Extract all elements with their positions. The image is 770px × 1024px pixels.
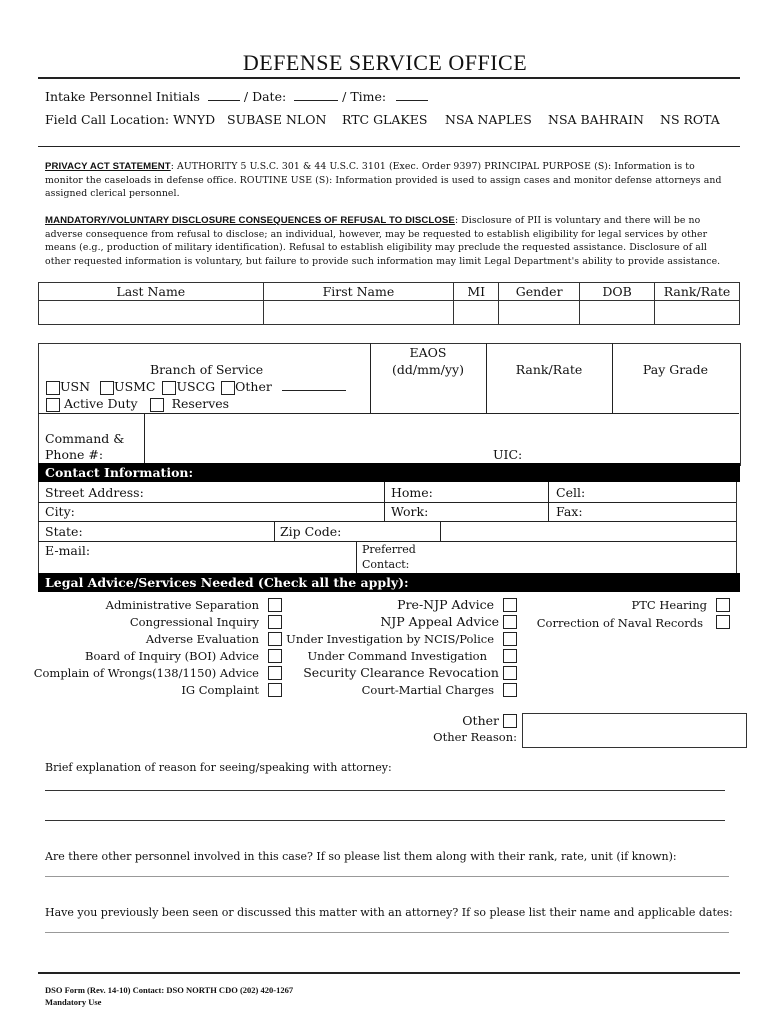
other-service-checkbox[interactable]	[503, 714, 517, 728]
street-label: Street Address:	[45, 485, 144, 500]
preferred-contact-label-2: Contact:	[362, 558, 410, 571]
location-naples: NSA NAPLES	[445, 112, 532, 127]
zip-label: Zip Code:	[280, 524, 342, 539]
ig-complaint-checkbox[interactable]	[268, 683, 282, 697]
active-duty-checkbox[interactable]	[46, 398, 60, 412]
other-reason-label: Other Reason:	[433, 730, 517, 744]
dob-header: DOB	[580, 283, 655, 301]
ncis-checkbox[interactable]	[503, 632, 517, 646]
other-branch-checkbox[interactable]	[221, 381, 235, 395]
usmc-checkbox[interactable]	[100, 381, 114, 395]
other-branch-field[interactable]	[282, 380, 346, 391]
personnel-question: Are there other personnel involved in this case? If so please list them along with their rank, rate, unit (if known):	[45, 850, 677, 863]
branch-options	[46, 379, 346, 395]
time-label: / Time:	[342, 89, 387, 104]
congressional-checkbox[interactable]	[268, 615, 282, 629]
naval-records-checkbox[interactable]	[716, 615, 730, 629]
cell-label: Cell:	[556, 485, 586, 500]
active-duty-label: Active Duty	[63, 396, 138, 411]
title-rule	[38, 77, 740, 79]
service-command-investigation: Under Command Investigation	[307, 649, 487, 663]
privacy-heading: PRIVACY ACT STATEMENT	[45, 161, 171, 172]
court-martial-checkbox[interactable]	[503, 683, 517, 697]
divider	[548, 482, 549, 522]
page-title: DEFENSE SERVICE OFFICE	[242, 50, 528, 75]
pay-grade-label: Pay Grade	[642, 362, 709, 377]
service-ig-complaint: IG Complaint	[181, 683, 259, 697]
mi-header: MI	[454, 283, 499, 301]
fax-label: Fax:	[556, 504, 583, 519]
uic-label: UIC:	[493, 447, 523, 462]
service-complaint-wrongs: Complain of Wrongs(138/1150) Advice	[33, 666, 259, 680]
work-label: Work:	[391, 504, 429, 519]
service-naval-records: Correction of Naval Records	[536, 616, 703, 630]
reason-answer-line-1[interactable]	[45, 790, 725, 791]
contact-heading: Contact Information:	[38, 463, 740, 482]
header-rule	[38, 146, 740, 147]
branch-label: Branch of Service	[150, 362, 264, 377]
reserves-label: Reserves	[171, 396, 230, 411]
service-court-martial: Court-Martial Charges	[361, 683, 494, 697]
state-label: State:	[45, 524, 83, 539]
dob-field[interactable]	[580, 301, 655, 325]
service-pre-njp: Pre-NJP Advice	[397, 597, 494, 612]
divider	[38, 541, 736, 542]
first-name-header: First Name	[263, 283, 454, 301]
divider	[356, 541, 357, 573]
divider	[612, 343, 613, 413]
duty-options	[46, 396, 229, 412]
divider	[440, 521, 441, 542]
command-label: Command &	[45, 431, 125, 446]
footer-form-info: DSO Form (Rev. 14-10) Contact: DSO NORTH CDO (202) 420-1267	[45, 985, 294, 995]
preferred-contact-label: Preferred	[362, 543, 416, 556]
personnel-answer-line[interactable]	[45, 876, 729, 877]
adverse-eval-checkbox[interactable]	[268, 632, 282, 646]
usn-checkbox[interactable]	[46, 381, 60, 395]
divider	[384, 482, 385, 522]
disclosure-text: : Disclosure of PII is voluntary and there will be no adverse consequence from refusal to disclose; an individual, however, may be requested to establish eligibility for legal services by other means (e.g., production of military identification). Refusal to establish eligibility may preclude the requested assistance. Disclosure of all other requested information is voluntary, but failure to provide such information may limit Legal Department's ability to provide assistance.	[45, 215, 721, 267]
service-boi: Board of Inquiry (BOI) Advice	[85, 649, 259, 663]
clearance-checkbox[interactable]	[503, 666, 517, 680]
njp-appeal-checkbox[interactable]	[503, 615, 517, 629]
usn-label: USN	[60, 379, 91, 394]
divider	[274, 521, 275, 542]
service-njp-appeal: NJP Appeal Advice	[380, 614, 499, 629]
last-name-header: Last Name	[39, 283, 264, 301]
eaos-label: EAOS	[409, 345, 447, 360]
home-label: Home:	[391, 485, 433, 500]
uscg-label: USCG	[176, 379, 216, 394]
divider	[38, 502, 736, 503]
pre-njp-checkbox[interactable]	[503, 598, 517, 612]
rank-label: Rank/Rate	[515, 362, 583, 377]
phone-label: Phone #:	[45, 447, 104, 462]
email-label: E-mail:	[45, 543, 91, 558]
service-ptc-hearing: PTC Hearing	[631, 598, 707, 612]
other-reason-field[interactable]	[522, 713, 747, 748]
first-name-field[interactable]	[263, 301, 454, 325]
location-naples-subase: SUBASE NLON	[227, 112, 327, 127]
rank-rate-header: Rank/Rate	[655, 283, 740, 301]
divider	[144, 413, 145, 464]
other-service-label: Other	[462, 713, 499, 728]
service-ncis: Under Investigation by NCIS/Police	[286, 632, 494, 646]
intake-line	[45, 89, 428, 104]
date-field[interactable]	[294, 90, 338, 101]
privacy-text: : AUTHORITY 5 U.S.C. 301 & 44 U.S.C. 3101 (Exec. Order 9397) PRINCIPAL PURPOSE (S): Information is to monitor the caseloads in defense office. ROUTINE USE (S): Information provided is used to assign cases and monitor defense attorneys and assigned clerical personnel.	[45, 161, 722, 199]
last-name-field[interactable]	[39, 301, 264, 325]
usmc-label: USMC	[114, 379, 156, 394]
boi-checkbox[interactable]	[268, 649, 282, 663]
reserves-checkbox[interactable]	[150, 398, 164, 412]
service-clearance: Security Clearance Revocation	[303, 665, 499, 680]
date-label: / Date:	[243, 89, 287, 104]
field-call-label: Field Call Location: WNYD	[45, 112, 216, 127]
reason-question: Brief explanation of reason for seeing/speaking with attorney:	[45, 761, 392, 774]
disclosure-statement	[45, 214, 735, 268]
location-rota: NS ROTA	[660, 112, 720, 127]
footer-mandatory: Mandatory Use	[45, 997, 102, 1007]
disclosure-heading: MANDATORY/VOLUNTARY DISCLOSURE CONSEQUENCES OF REFUSAL TO DISCLOSE	[45, 215, 455, 226]
ptc-hearing-checkbox[interactable]	[716, 598, 730, 612]
service-admin-separation: Administrative Separation	[105, 598, 259, 612]
gender-header: Gender	[499, 283, 580, 301]
time-field[interactable]	[396, 90, 428, 101]
name-table	[38, 282, 740, 325]
other-branch-label: Other	[235, 379, 272, 394]
city-label: City:	[45, 504, 75, 519]
divider	[38, 521, 736, 522]
privacy-statement	[45, 160, 735, 201]
eaos-format: (dd/mm/yy)	[391, 362, 464, 377]
location-bahrain: NSA BAHRAIN	[548, 112, 644, 127]
location-glakes: RTC GLAKES	[342, 112, 428, 127]
intake-initials-field[interactable]	[208, 90, 240, 101]
mi-field[interactable]	[454, 301, 499, 325]
footer-rule	[38, 972, 740, 974]
service-congressional: Congressional Inquiry	[129, 615, 259, 629]
divider	[486, 343, 487, 413]
service-adverse-eval: Adverse Evaluation	[145, 632, 259, 646]
complaint-wrongs-checkbox[interactable]	[268, 666, 282, 680]
legal-heading: Legal Advice/Services Needed (Check all the apply):	[38, 573, 740, 592]
attorney-answer-line[interactable]	[45, 932, 729, 933]
gender-field[interactable]	[499, 301, 580, 325]
rank-rate-field[interactable]	[655, 301, 740, 325]
reason-answer-line-2[interactable]	[45, 820, 725, 821]
uscg-checkbox[interactable]	[162, 381, 176, 395]
attorney-question: Have you previously been seen or discussed this matter with an attorney? If so please list their name and applicable dates:	[45, 906, 733, 919]
command-investigation-checkbox[interactable]	[503, 649, 517, 663]
admin-separation-checkbox[interactable]	[268, 598, 282, 612]
intake-initials-label: Intake Personnel Initials	[45, 89, 200, 104]
